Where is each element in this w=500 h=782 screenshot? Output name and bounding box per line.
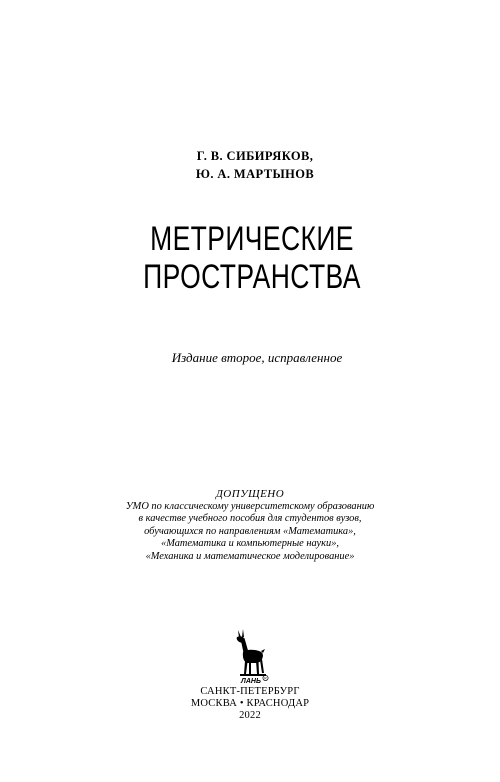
authors-block [0,147,500,183]
svg-text:R: R [264,676,267,681]
approval-block [0,488,500,564]
publisher-city-2: МОСКВА • КРАСНОДАР [190,698,310,709]
edition-text: Издание второе, исправленное [171,350,343,365]
publisher-city-1: САНКТ-ПЕТЕРБУРГ [200,686,300,697]
publication-year: 2022 [239,710,261,721]
approval-line: «Механика и математическое моделирование» [145,550,355,562]
approval-line: УМО по классическому университетскому образованию [125,500,375,512]
publisher-block [0,686,500,722]
approval-line: обучающихся по направлениям «Математика», [144,525,356,537]
author-1: Г. В. СИБИРЯКОВ, [196,149,314,163]
svg-text:ЛАНЬ: ЛАНЬ [241,678,261,684]
title-line-1: МЕТРИЧЕСКИЕ [150,220,354,258]
title-line-2: ПРОСТРАНСТВА [143,258,361,296]
author-2: Ю. А. МАРТЫНОВ [195,167,315,181]
lan-doe-logo-icon [229,628,269,684]
book-title [0,220,500,296]
edition-note [0,350,500,366]
approval-heading: ДОПУЩЕНО [215,488,285,500]
approval-line: «Математика и компьютерные науки», [161,538,339,550]
approval-line: в качестве учебного пособия для студентов вузов, [138,513,362,525]
